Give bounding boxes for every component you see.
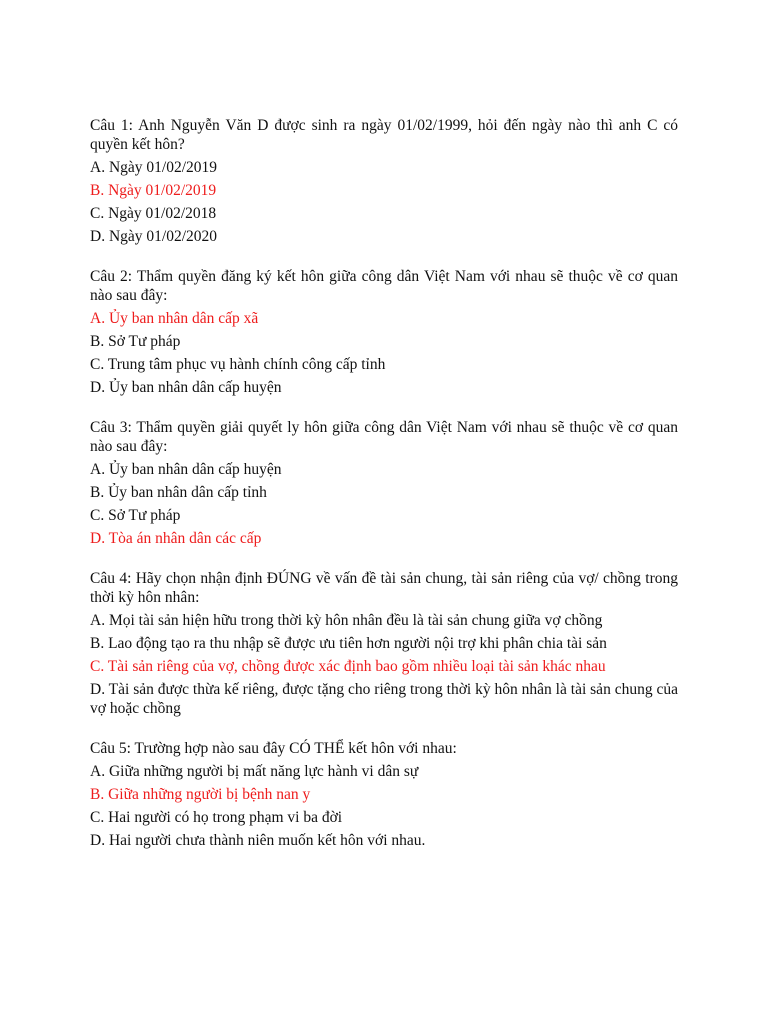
answer-option-a: A. Ngày 01/02/2019: [90, 159, 218, 176]
answer-option-b-correct: B. Ngày 01/02/2019: [90, 182, 217, 199]
question-1: [90, 116, 678, 246]
question-2: [90, 267, 678, 397]
answer-option-d: D. Ủy ban nhân dân cấp huyện: [90, 379, 282, 396]
answer-option-d: D. Tài sản được thừa kế riêng, được tặng cho riêng trong thời kỳ hôn nhân là tài sản chung của vợ hoặc chồng: [90, 681, 678, 717]
answer-option-a: A. Giữa những người bị mất năng lực hành vi dân sự: [90, 763, 419, 780]
question-text: Câu 2: Thẩm quyền đăng ký kết hôn giữa công dân Việt Nam với nhau sẽ thuộc về cơ quan nào sau đây:: [90, 268, 678, 304]
question-text: Câu 5: Trường hợp nào sau đây CÓ THỂ kết hôn với nhau:: [90, 740, 457, 757]
answer-option-b: B. Sở Tư pháp: [90, 333, 181, 350]
answer-option-c: C. Sở Tư pháp: [90, 507, 181, 524]
answer-option-b-correct: B. Giữa những người bị bệnh nan y: [90, 786, 311, 803]
answer-option-a: A. Ủy ban nhân dân cấp huyện: [90, 461, 282, 478]
answer-option-d-correct: D. Tòa án nhân dân các cấp: [90, 530, 262, 547]
answer-option-d: D. Ngày 01/02/2020: [90, 228, 218, 245]
answer-option-b: B. Lao động tạo ra thu nhập sẽ được ưu tiên hơn người nội trợ khi phân chia tài sản: [90, 635, 607, 652]
question-text: Câu 1: Anh Nguyễn Văn D được sinh ra ngày 01/02/1999, hỏi đến ngày nào thì anh C có quyền kết hôn?: [90, 117, 678, 153]
answer-option-d: D. Hai người chưa thành niên muốn kết hôn với nhau.: [90, 832, 426, 849]
answer-option-c-correct: C. Tài sản riêng của vợ, chồng được xác định bao gồm nhiều loại tài sản khác nhau: [90, 658, 606, 675]
answer-option-c: C. Hai người có họ trong phạm vi ba đời: [90, 809, 343, 826]
answer-option-a: A. Mọi tài sản hiện hữu trong thời kỳ hôn nhân đều là tài sản chung giữa vợ chồng: [90, 612, 603, 629]
question-4: [90, 569, 678, 718]
answer-option-c: C. Trung tâm phục vụ hành chính công cấp tỉnh: [90, 356, 386, 373]
question-3: [90, 418, 678, 548]
question-text: Câu 4: Hãy chọn nhận định ĐÚNG về vấn đề tài sản chung, tài sản riêng của vợ/ chồng trong thời kỳ hôn nhân:: [90, 570, 678, 606]
answer-option-a-correct: A. Ủy ban nhân dân cấp xã: [90, 310, 259, 327]
question-text: Câu 3: Thẩm quyền giải quyết ly hôn giữa công dân Việt Nam với nhau sẽ thuộc về cơ quan nào sau đây:: [90, 419, 678, 455]
answer-option-c: C. Ngày 01/02/2018: [90, 205, 217, 222]
answer-option-b: B. Ủy ban nhân dân cấp tỉnh: [90, 484, 267, 501]
document-page: [90, 116, 678, 871]
question-5: [90, 739, 678, 850]
